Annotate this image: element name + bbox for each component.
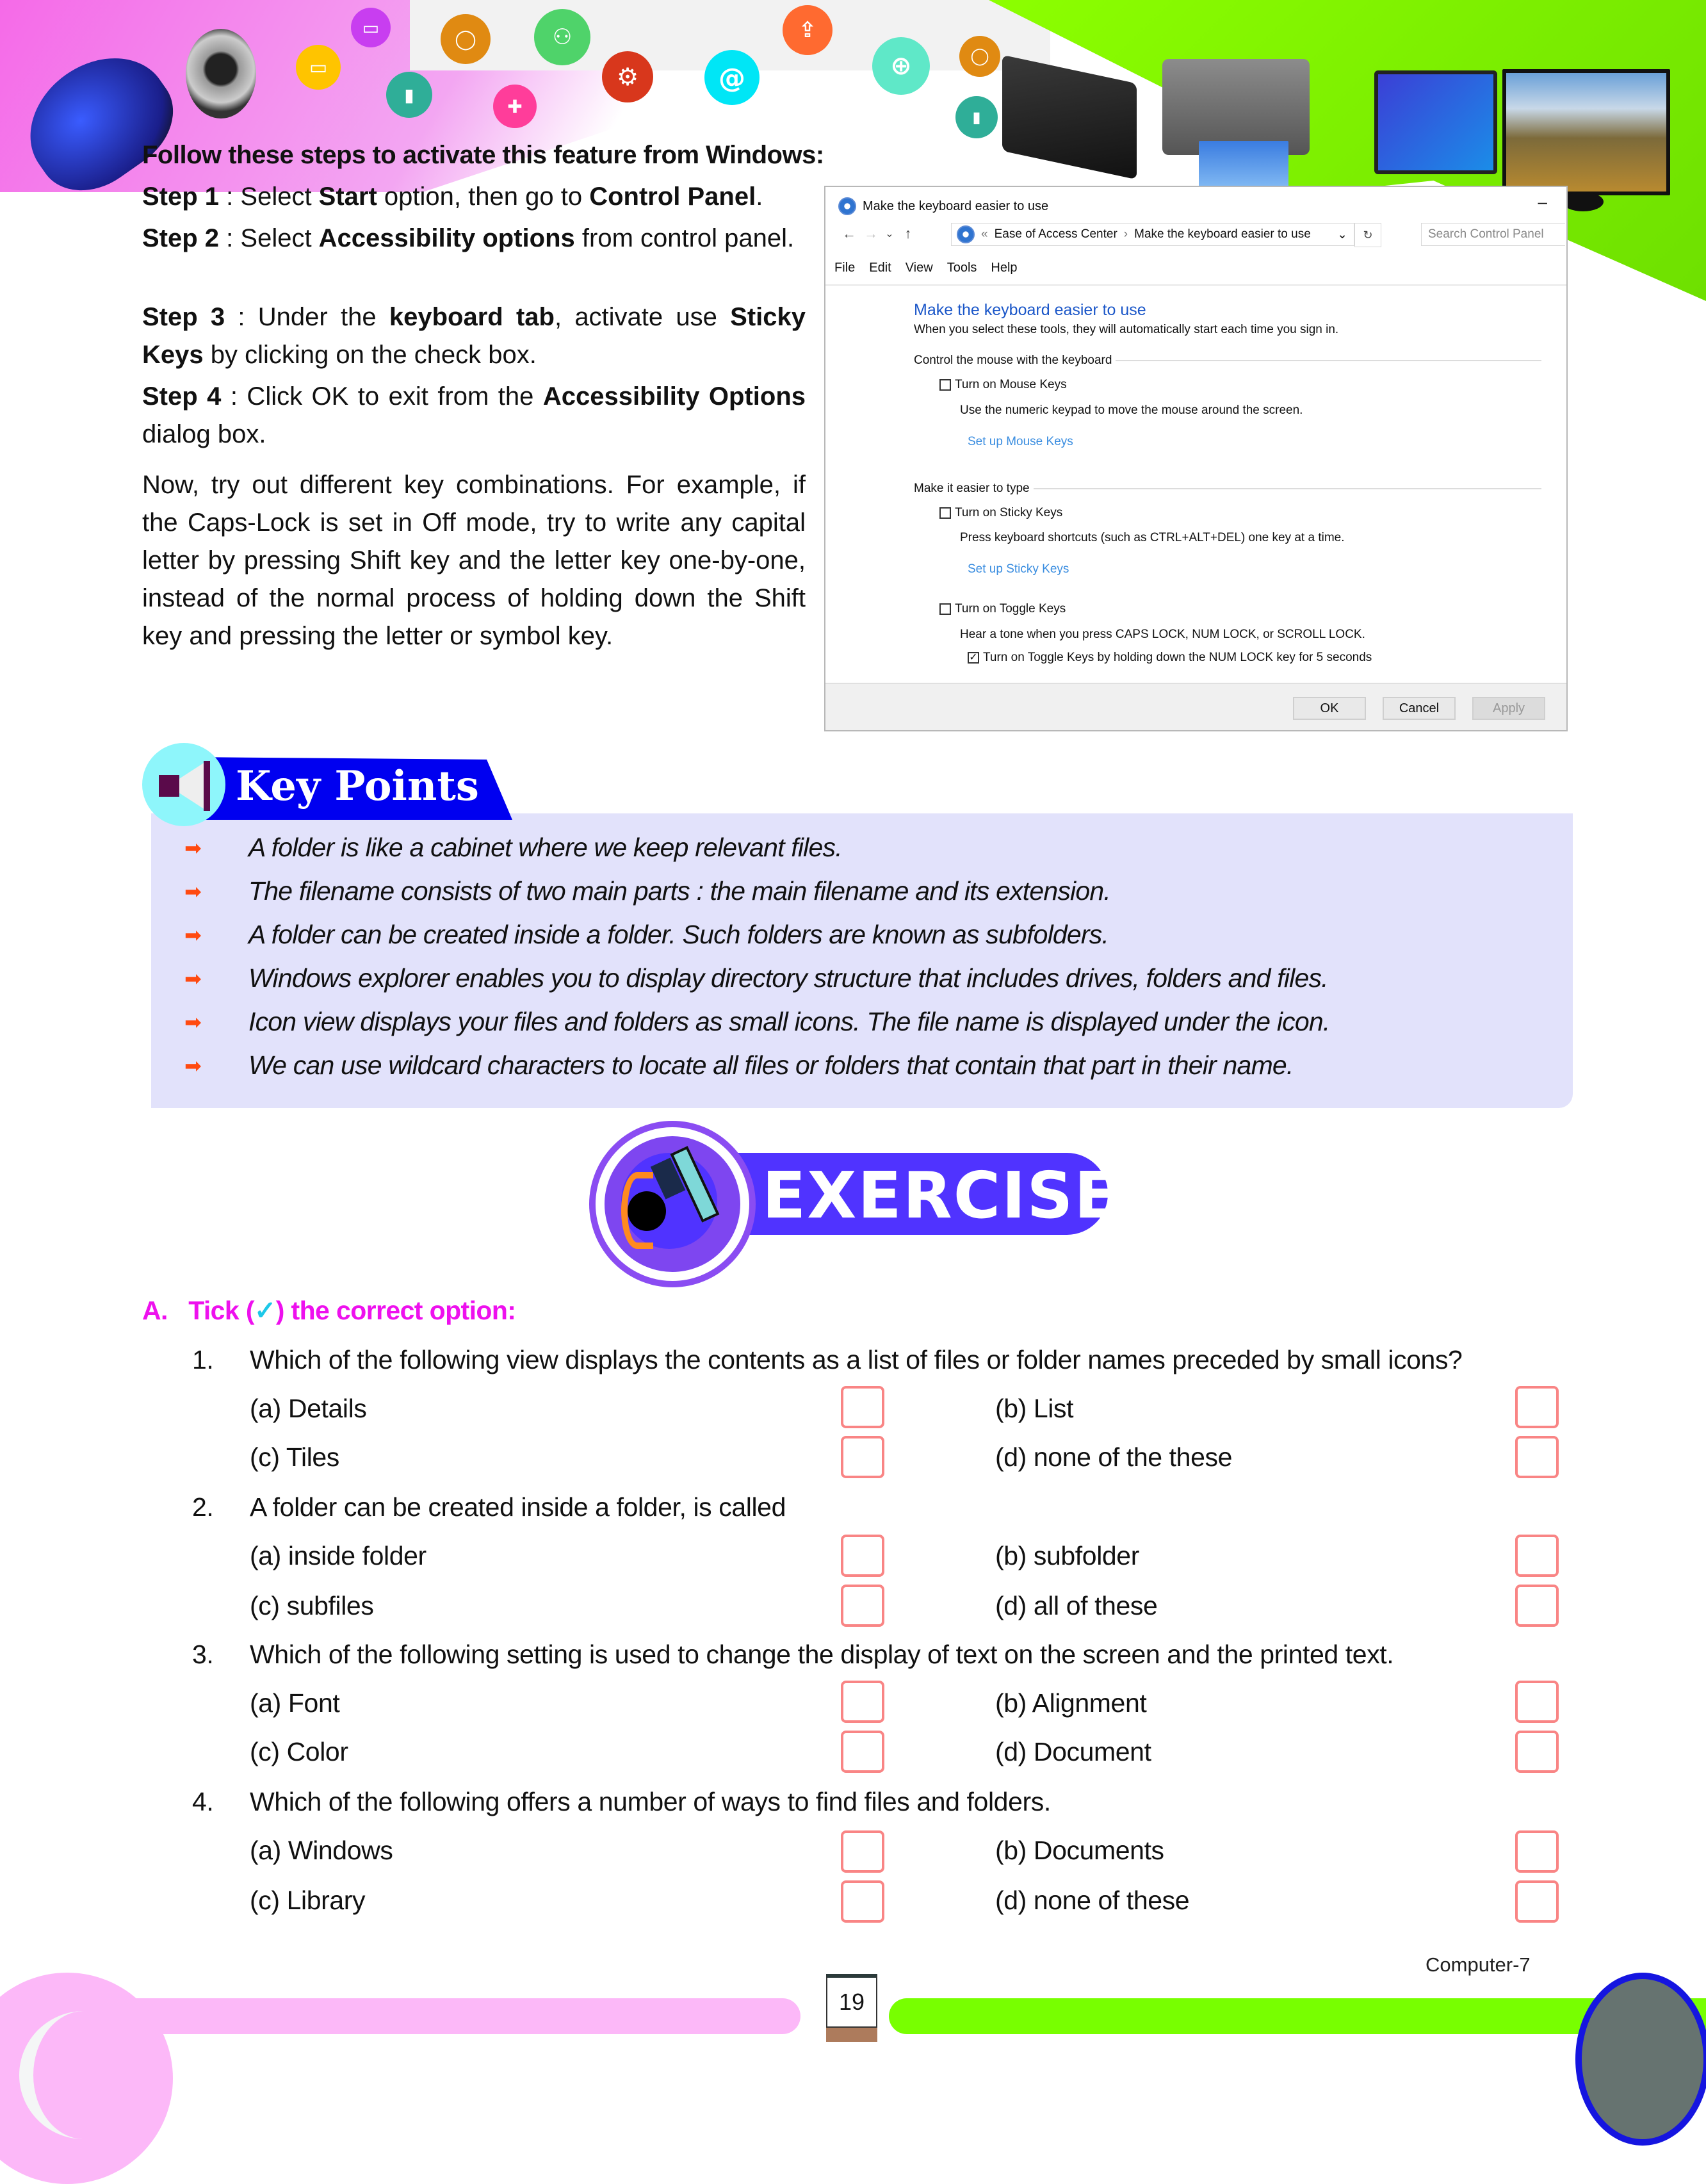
page-number-base xyxy=(826,2028,877,2042)
answer-checkbox[interactable] xyxy=(1515,1585,1559,1627)
book-title: Computer-7 xyxy=(1426,1953,1531,1976)
option-label: (d) none of these xyxy=(995,1886,1190,1915)
step-3: Step 3 : Under the keyboard tab, activate use Sticky Keys by clicking on the check box. xyxy=(142,303,806,369)
sticky-keys-checkbox[interactable]: Turn on Sticky Keys xyxy=(939,506,1062,520)
dialog-title: Make the keyboard easier to use xyxy=(863,199,1049,213)
answer-checkbox[interactable] xyxy=(841,1386,884,1428)
forward-arrow-icon[interactable]: → xyxy=(864,225,878,241)
answer-checkbox[interactable] xyxy=(1515,1386,1559,1428)
section-heading: A. Tick (✓) the correct option: xyxy=(142,1296,516,1325)
dialog-footer xyxy=(825,683,1566,730)
exercise-title: EXERCISE xyxy=(762,1158,1119,1233)
answer-checkbox[interactable] xyxy=(841,1436,884,1478)
setup-sticky-keys-link[interactable]: Set up Sticky Keys xyxy=(968,562,1069,576)
option-label: (a) Details xyxy=(250,1394,367,1423)
option-label: (a) Windows xyxy=(250,1836,393,1865)
toggle-hold-checkbox[interactable]: ✓ Turn on Toggle Keys by holding down the NUM LOCK key for 5 seconds xyxy=(968,651,1372,665)
globe-icon: ⊕ xyxy=(872,37,930,95)
network-icon: ⚇ xyxy=(534,9,590,65)
key-point: ➡ The filename consists of two main parts : the main filename and its extension. xyxy=(184,876,1110,906)
option-label: (c) Tiles xyxy=(250,1442,339,1472)
key-point: ➡ A folder is like a cabinet where we keep relevant files. xyxy=(184,833,842,862)
key-point: ➡ Windows explorer enables you to display directory structure that includes drives, folders and files. xyxy=(184,963,1328,993)
monitor-stand xyxy=(1563,192,1604,211)
question-1: 1. Which of the following view displays the contents as a list of files or folder names preceded by small icons? xyxy=(192,1345,1463,1374)
chart-icon: ▮ xyxy=(386,72,432,118)
step-1: Step 1 : Select Start option, then go to Control Panel. xyxy=(142,183,763,211)
refresh-icon[interactable]: ↻ xyxy=(1354,223,1381,247)
person-at-computer-icon xyxy=(621,1153,717,1249)
dialog-heading: Make the keyboard easier to use xyxy=(914,301,1146,319)
group-type: Make it easier to type xyxy=(914,482,1541,496)
answer-checkbox[interactable] xyxy=(1515,1880,1559,1923)
monitor-illustration xyxy=(1502,69,1670,195)
mouse-keys-checkbox[interactable]: Turn on Mouse Keys xyxy=(939,378,1067,392)
arrow-bullet-icon: ➡ xyxy=(184,836,202,860)
folder-icon: ▭ xyxy=(351,8,391,47)
ok-button[interactable]: OK xyxy=(1293,697,1366,720)
checkmark-icon[interactable]: ✓ xyxy=(968,652,979,664)
answer-checkbox[interactable] xyxy=(1515,1681,1559,1723)
minimize-button[interactable]: – xyxy=(1538,192,1547,211)
mouse-keys-desc: Use the numeric keypad to move the mouse around the screen. xyxy=(960,403,1303,417)
back-arrow-icon[interactable]: ← xyxy=(842,225,856,241)
answer-checkbox[interactable] xyxy=(1515,1731,1559,1773)
address-dropdown-icon[interactable]: ⌄ xyxy=(1337,227,1347,241)
megaphone-icon xyxy=(142,743,225,826)
key-points-title: Key Points xyxy=(236,762,479,810)
breadcrumb-keyboard[interactable]: Make the keyboard easier to use xyxy=(1134,227,1311,241)
menu-help[interactable]: Help xyxy=(991,261,1018,275)
option-label: (c) Library xyxy=(250,1886,366,1915)
upload-icon: ⇪ xyxy=(783,5,833,55)
footer-swirl-decoration xyxy=(19,2011,149,2139)
arrow-bullet-icon: ➡ xyxy=(184,966,202,990)
page-number: 19 xyxy=(826,1974,877,2028)
breadcrumb-separator: › xyxy=(1123,227,1128,241)
option-label: (a) Font xyxy=(250,1688,340,1718)
laptop-illustration xyxy=(1374,70,1497,174)
intro-paragraph: Now, try out different key combinations. For example, if the Caps-Lock is set in Off mode, try to write any capital letter by pressing Shift key and the letter key one-by-one, instead of the normal process of holding down the Shift key and pressing the letter or symbol key. xyxy=(142,471,806,650)
key-point: ➡ We can use wildcard characters to locate all files or folders that contain that part in their name. xyxy=(184,1050,1294,1080)
keyboard-dialog xyxy=(824,186,1568,731)
footer-pink-bar xyxy=(109,1998,800,2034)
search-input[interactable]: Search Control Panel xyxy=(1421,223,1565,246)
arrow-bullet-icon: ➡ xyxy=(184,1054,202,1077)
question-4: 4. Which of the following offers a number of ways to find files and folders. xyxy=(192,1787,1051,1816)
option-label: (b) Alignment xyxy=(995,1688,1147,1718)
address-overflow[interactable]: « xyxy=(981,227,988,241)
webcam-illustration xyxy=(186,29,256,118)
option-label: (c) Color xyxy=(250,1737,348,1766)
up-arrow-icon[interactable]: ↑ xyxy=(904,225,912,241)
mouse-icon: ◯ xyxy=(441,14,491,64)
question-3: 3. Which of the following setting is used to change the display of text on the screen and the printed text. xyxy=(192,1640,1394,1669)
at-icon: @ xyxy=(704,50,760,105)
satellite-dish-icon xyxy=(1575,1973,1706,2146)
key-point: ➡ A folder can be created inside a folder. Such folders are known as subfolders. xyxy=(184,920,1109,949)
toggle-keys-desc: Hear a tone when you press CAPS LOCK, NUM LOCK, or SCROLL LOCK. xyxy=(960,628,1365,641)
chart-icon-2: ▮ xyxy=(955,96,998,138)
apply-button[interactable]: Apply xyxy=(1472,697,1545,720)
control-panel-icon xyxy=(838,197,856,215)
gear-icon: ⚙ xyxy=(602,51,653,102)
option-label: (b) subfolder xyxy=(995,1541,1139,1570)
address-bar[interactable] xyxy=(951,223,1354,246)
step-2: Step 2 : Select Accessibility options from control panel. xyxy=(142,224,795,252)
arrow-bullet-icon: ➡ xyxy=(184,1010,202,1034)
answer-checkbox[interactable] xyxy=(841,1731,884,1773)
checkbox-icon[interactable] xyxy=(939,379,951,391)
answer-checkbox[interactable] xyxy=(1515,1535,1559,1577)
menu-divider xyxy=(825,284,1566,286)
menu-file[interactable]: File xyxy=(834,261,856,275)
menu-bar xyxy=(834,261,1018,275)
setup-mouse-keys-link[interactable]: Set up Mouse Keys xyxy=(968,435,1073,448)
option-label: (c) subfiles xyxy=(250,1591,374,1620)
mouse-icon-2: ◯ xyxy=(959,36,1000,77)
key-point: ➡ Icon view displays your files and folders as small icons. The file name is displayed under the icon. xyxy=(184,1007,1330,1036)
answer-checkbox[interactable] xyxy=(841,1880,884,1923)
answer-checkbox[interactable] xyxy=(841,1585,884,1627)
gamepad-icon: ✚ xyxy=(493,85,537,128)
menu-tools[interactable]: Tools xyxy=(946,261,977,275)
monitor-icon: ▭ xyxy=(296,45,341,90)
option-label: (d) none of the these xyxy=(995,1442,1232,1472)
arrow-bullet-icon: ➡ xyxy=(184,879,202,903)
breadcrumb-ease-of-access[interactable]: Ease of Access Center xyxy=(994,227,1117,241)
option-label: (b) List xyxy=(995,1394,1074,1423)
toggle-keys-checkbox[interactable]: Turn on Toggle Keys xyxy=(939,602,1066,616)
option-label: (d) Document xyxy=(995,1737,1151,1766)
answer-checkbox[interactable] xyxy=(1515,1436,1559,1478)
option-label: (a) inside folder xyxy=(250,1541,426,1570)
checkbox-icon[interactable] xyxy=(939,507,951,519)
dialog-subheading: When you select these tools, they will automatically start each time you sign in. xyxy=(914,323,1339,336)
group-mouse: Control the mouse with the keyboard xyxy=(914,354,1541,368)
answer-checkbox[interactable] xyxy=(1515,1830,1559,1873)
option-label: (d) all of these xyxy=(995,1591,1158,1620)
address-cp-icon xyxy=(957,225,975,243)
menu-edit[interactable]: Edit xyxy=(869,261,891,275)
answer-checkbox[interactable] xyxy=(841,1681,884,1723)
option-label: (b) Documents xyxy=(995,1836,1164,1865)
sticky-keys-desc: Press keyboard shortcuts (such as CTRL+ALT+DEL) one key at a time. xyxy=(960,531,1345,544)
dialog-title-bar xyxy=(838,197,1048,215)
answer-checkbox[interactable] xyxy=(841,1535,884,1577)
menu-view[interactable]: View xyxy=(905,261,933,275)
cancel-button[interactable]: Cancel xyxy=(1383,697,1456,720)
step-4: Step 4 : Click OK to exit from the Accessibility Options dialog box. xyxy=(142,382,806,448)
intro-title: Follow these steps to activate this feature from Windows: xyxy=(142,141,824,169)
scanner-illustration xyxy=(1002,55,1137,180)
tick-icon: ✓ xyxy=(254,1296,276,1325)
answer-checkbox[interactable] xyxy=(841,1830,884,1873)
checkbox-icon[interactable] xyxy=(939,603,951,615)
arrow-bullet-icon: ➡ xyxy=(184,923,202,947)
question-2: 2. A folder can be created inside a folder, is called xyxy=(192,1492,786,1522)
recent-dropdown-icon[interactable]: ⌄ xyxy=(885,229,894,240)
